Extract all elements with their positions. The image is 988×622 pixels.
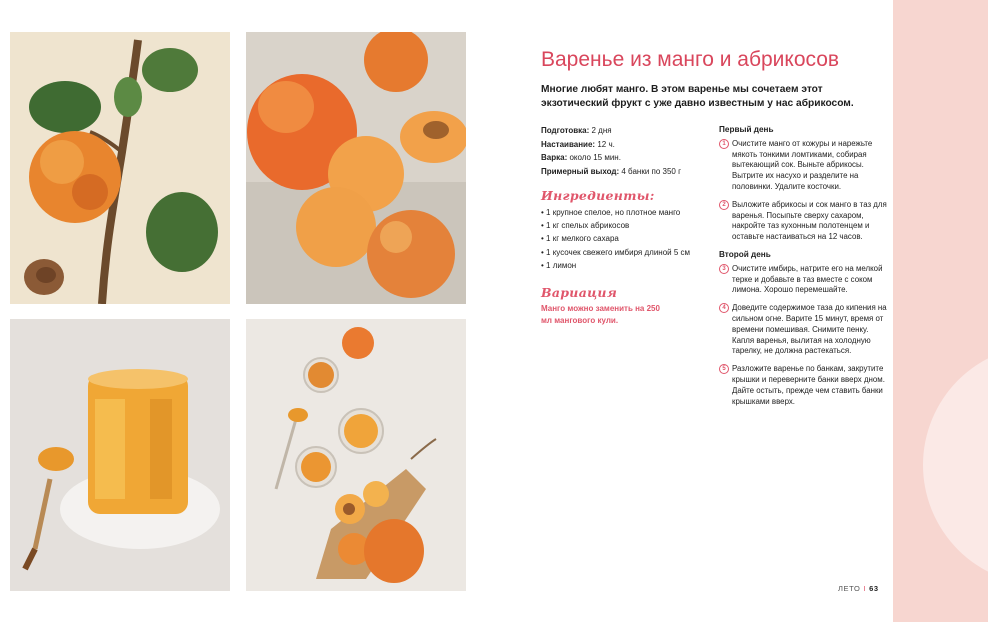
step-number-badge: 5 bbox=[719, 364, 729, 374]
step-number-badge: 4 bbox=[719, 303, 729, 313]
step-text: Очистите имбирь, натрите его на мелкой терке и добавьте в таз вместе с соком лимона. Хорошо перемешайте. bbox=[732, 263, 883, 295]
spec-value: 2 дня bbox=[591, 126, 612, 135]
step-1 bbox=[719, 139, 889, 193]
list-item: • 1 кг мелкого сахара bbox=[541, 234, 619, 244]
spec-cook bbox=[541, 151, 711, 165]
spec-yield bbox=[541, 165, 711, 179]
day1-heading: Первый день bbox=[719, 125, 774, 134]
apricot-botanical-illustration bbox=[10, 32, 230, 304]
variation-text: Манго можно заменить на 250 мл мангового кули. bbox=[541, 304, 660, 325]
spec-label: Варка: bbox=[541, 153, 568, 162]
spec-prep bbox=[541, 124, 711, 138]
day2-heading: Второй день bbox=[719, 249, 771, 259]
list-item: • 1 крупное спелое, но плотное манго bbox=[541, 208, 681, 217]
spec-value: 4 банки по 350 г bbox=[621, 166, 681, 176]
recipe-steps bbox=[719, 125, 889, 414]
variation-heading: Вариация bbox=[541, 285, 618, 300]
step-5 bbox=[719, 364, 889, 407]
step-number-badge: 2 bbox=[719, 200, 729, 210]
spec-label: Настаивание: bbox=[541, 139, 596, 149]
spec-label: Примерный выход: bbox=[541, 166, 620, 176]
spec-infuse bbox=[541, 138, 711, 152]
ingredients-heading: Ингредиенты: bbox=[541, 188, 655, 203]
recipe-title: Варенье из манго и абрикосов bbox=[541, 48, 840, 71]
page-number: 63 bbox=[869, 584, 879, 593]
recipe-specs bbox=[541, 124, 711, 178]
spec-label: Подготовка: bbox=[541, 126, 590, 135]
jam-jar-photo bbox=[10, 319, 230, 591]
step-text: Очистите манго от кожуры и нарежьте мякоть тонкими ломтиками, собирая вытекающий сок. Выньте абрикосы. Вытрите их насухо и разделите на половинки. Удалите косточки. bbox=[732, 138, 873, 191]
spec-value: 12 ч. bbox=[597, 139, 615, 149]
step-text: Разложите варенье по банкам, закрутите крышки и переверните банки вверх дном. Дайте остыть, прежде чем ставить банки крышками вверх. bbox=[732, 364, 885, 406]
section-name: ЛЕТО bbox=[838, 584, 861, 593]
list-item: • 1 кг спелых абрикосов bbox=[541, 221, 630, 231]
list-item: • 1 кусочек свежего имбиря длиной 5 см bbox=[541, 247, 691, 257]
decorative-circle bbox=[923, 345, 988, 585]
recipe-intro: Многие любят манго. В этом варенье мы сочетаем этот экзотический фрукт с уже давно известным у нас абрикосом. bbox=[541, 84, 854, 109]
step-4 bbox=[719, 303, 889, 357]
mango-apricots-photo bbox=[246, 32, 466, 304]
list-item: • 1 лимон bbox=[541, 260, 577, 270]
ingredients-list bbox=[541, 206, 716, 272]
page-footer bbox=[838, 584, 879, 593]
step-number-badge: 1 bbox=[719, 139, 729, 149]
jam-bowls-photo bbox=[246, 319, 466, 591]
footer-separator: I bbox=[863, 584, 867, 593]
step-text: Выложите абрикосы и сок манго в таз для варенья. Посыпьте сверху сахаром, накройте таз кухонным полотенцем и оставьте настаиваться на 12 часов. bbox=[732, 199, 887, 242]
page-edge-band bbox=[893, 0, 988, 622]
step-3 bbox=[719, 264, 889, 296]
spec-value: около 15 мин. bbox=[569, 153, 621, 162]
step-number-badge: 3 bbox=[719, 264, 729, 274]
step-text: Доведите содержимое таза до кипения на сильном огне. Варите 15 минут, время от времени помешивая. Снимите пенку. Капля варенья, вылитая на холодную тарелку, не должна растекаться. bbox=[732, 303, 887, 356]
step-2 bbox=[719, 200, 889, 243]
